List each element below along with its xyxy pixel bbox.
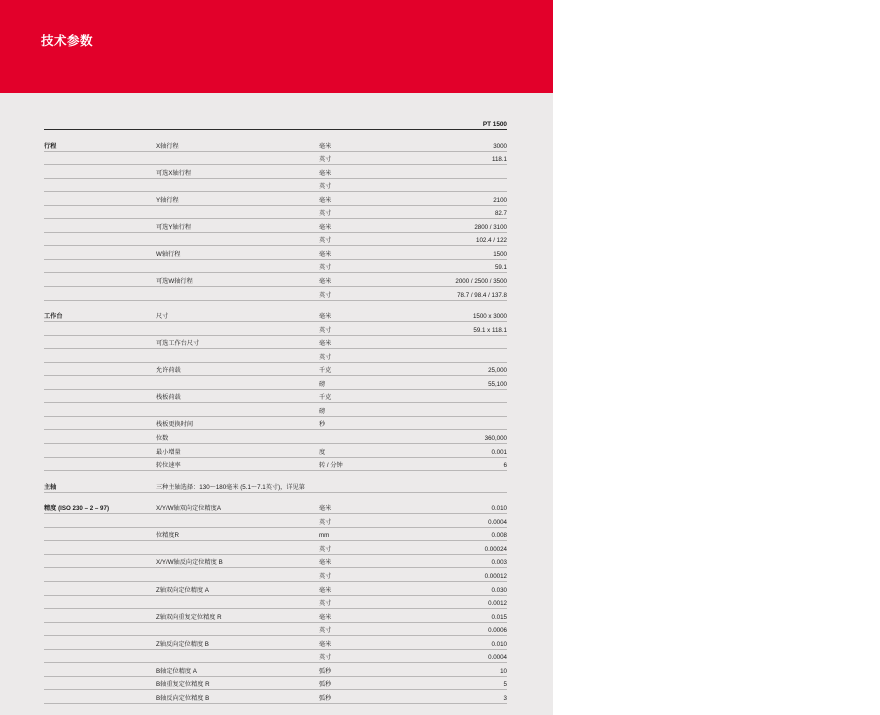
value-cell: PT 1500	[413, 115, 507, 130]
group-label	[44, 514, 156, 528]
value-cell	[413, 403, 507, 417]
unit-label: 英寸	[319, 205, 413, 219]
group-label: 主轴	[44, 479, 156, 492]
table-row	[44, 581, 507, 595]
value-cell: 1500	[413, 246, 507, 260]
parameter-label: B轴重复定位精度 R	[156, 676, 319, 690]
table-row	[44, 165, 507, 179]
parameter-label: X/Y/W轴反向定位精度 B	[156, 554, 319, 568]
table-row	[44, 663, 507, 677]
parameter-label	[156, 232, 319, 246]
value-cell: 0.001	[413, 444, 507, 458]
group-label	[44, 165, 156, 179]
parameter-label	[156, 403, 319, 417]
table-row	[44, 541, 507, 555]
table-row	[44, 622, 507, 636]
value-cell: 0.015	[413, 609, 507, 623]
group-label	[44, 416, 156, 430]
table-row	[44, 362, 507, 376]
parameter-label	[156, 568, 319, 582]
table-row	[44, 416, 507, 430]
unit-label: 磅	[319, 376, 413, 390]
unit-label: 转 / 分钟	[319, 457, 413, 471]
unit-label: 毫米	[319, 273, 413, 287]
group-label	[44, 376, 156, 390]
table-row	[44, 178, 507, 192]
table-header-row	[44, 115, 507, 130]
table-spacer-row	[44, 300, 507, 309]
table-row	[44, 444, 507, 458]
parameter-label	[156, 514, 319, 528]
unit-label: 毫米	[319, 309, 413, 322]
table-row	[44, 309, 507, 322]
unit-label: 秒	[319, 416, 413, 430]
parameter-label	[156, 287, 319, 301]
parameter-label: 可选Y轴行程	[156, 219, 319, 233]
group-label	[44, 362, 156, 376]
parameter-label: 栈板荷载	[156, 389, 319, 403]
parameter-label	[156, 205, 319, 219]
parameter-label	[156, 322, 319, 336]
parameter-label: 可选X轴行程	[156, 165, 319, 179]
group-label	[44, 273, 156, 287]
parameter-label: B轴反向定位精度 B	[156, 690, 319, 704]
value-cell: 0.00012	[413, 568, 507, 582]
table-spacer-row	[44, 130, 507, 139]
value-cell: 59.1 x 118.1	[413, 322, 507, 336]
parameter-label: Z轴反向定位精度 B	[156, 636, 319, 650]
group-label	[44, 178, 156, 192]
table-row	[44, 205, 507, 219]
value-cell	[413, 178, 507, 192]
value-cell: 0.0006	[413, 622, 507, 636]
value-cell: 0.010	[413, 501, 507, 514]
value-cell: 118.1	[413, 151, 507, 165]
table-row	[44, 649, 507, 663]
parameter-label	[156, 349, 319, 363]
table-row	[44, 322, 507, 336]
group-label	[44, 115, 156, 130]
value-cell	[413, 349, 507, 363]
table-row	[44, 609, 507, 623]
group-label	[44, 246, 156, 260]
group-label	[44, 568, 156, 582]
value-cell: 55,100	[413, 376, 507, 390]
unit-label: 英寸	[319, 568, 413, 582]
table-row	[44, 403, 507, 417]
value-cell: 0.0012	[413, 595, 507, 609]
unit-label: 毫米	[319, 219, 413, 233]
parameter-label	[156, 541, 319, 555]
group-label	[44, 649, 156, 663]
group-label	[44, 259, 156, 273]
table-row	[44, 138, 507, 151]
unit-label: 弧秒	[319, 663, 413, 677]
group-label	[44, 232, 156, 246]
group-label: 行程	[44, 138, 156, 151]
parameter-label: Y轴行程	[156, 192, 319, 206]
table-row	[44, 676, 507, 690]
table-row	[44, 335, 507, 349]
unit-label: 英寸	[319, 178, 413, 192]
table-row	[44, 192, 507, 206]
table-row	[44, 554, 507, 568]
unit-label: 磅	[319, 403, 413, 417]
table-row	[44, 514, 507, 528]
table-row	[44, 151, 507, 165]
value-cell: 6	[413, 457, 507, 471]
page-title: 技术参数	[41, 34, 94, 48]
group-label	[44, 389, 156, 403]
value-cell: 0.003	[413, 554, 507, 568]
parameter-label: Z轴双向重复定位精度 R	[156, 609, 319, 623]
spacer-cell	[44, 130, 507, 139]
value-cell: 2000 / 2500 / 3500	[413, 273, 507, 287]
value-cell: 0.0004	[413, 514, 507, 528]
group-label	[44, 403, 156, 417]
value-cell: 2800 / 3100	[413, 219, 507, 233]
group-label	[44, 335, 156, 349]
parameter-label: 转位速率	[156, 457, 319, 471]
parameter-label: 位精度R	[156, 527, 319, 541]
value-cell: 0.030	[413, 581, 507, 595]
group-label	[44, 430, 156, 444]
parameter-label: 栈板更换时间	[156, 416, 319, 430]
group-label	[44, 205, 156, 219]
unit-label: 毫米	[319, 335, 413, 349]
value-cell: 3000	[413, 138, 507, 151]
parameter-label	[156, 622, 319, 636]
group-label	[44, 663, 156, 677]
parameter-label	[156, 151, 319, 165]
group-label	[44, 690, 156, 704]
unit-label: 毫米	[319, 246, 413, 260]
group-label	[44, 219, 156, 233]
parameter-label: 可选W轴行程	[156, 273, 319, 287]
group-label	[44, 287, 156, 301]
table-row	[44, 595, 507, 609]
group-label	[44, 554, 156, 568]
specifications-table	[44, 115, 507, 704]
parameter-label	[156, 649, 319, 663]
unit-label: 毫米	[319, 581, 413, 595]
group-label	[44, 676, 156, 690]
spec-content	[0, 93, 553, 715]
unit-label: 毫米	[319, 192, 413, 206]
unit-label: 英寸	[319, 322, 413, 336]
table-row	[44, 636, 507, 650]
unit-label: 弧秒	[319, 690, 413, 704]
parameter-label: 最小增量	[156, 444, 319, 458]
unit-label: 毫米	[319, 554, 413, 568]
group-label	[44, 541, 156, 555]
table-spacer-row	[44, 471, 507, 480]
unit-label: 英寸	[319, 349, 413, 363]
unit-label: 英寸	[319, 232, 413, 246]
value-cell	[413, 335, 507, 349]
table-row	[44, 527, 507, 541]
group-label	[44, 192, 156, 206]
unit-label: 千克	[319, 362, 413, 376]
unit-label: 英寸	[319, 259, 413, 273]
parameter-label	[156, 115, 319, 130]
value-cell: 0.00024	[413, 541, 507, 555]
table-row	[44, 479, 507, 492]
table-row	[44, 273, 507, 287]
unit-label: 英寸	[319, 151, 413, 165]
header-band	[0, 0, 553, 93]
unit-label: 毫米	[319, 165, 413, 179]
unit-label: 毫米	[319, 609, 413, 623]
parameter-label	[156, 376, 319, 390]
parameter-label: 位数	[156, 430, 319, 444]
parameter-label: X轴行程	[156, 138, 319, 151]
note-text: 三种主轴选择：130～180毫米 (5.1～7.1英寸)，详见第	[156, 479, 507, 492]
table-row	[44, 349, 507, 363]
group-label: 精度 (ISO 230 – 2 – 97)	[44, 501, 156, 514]
table-row	[44, 219, 507, 233]
table-row	[44, 246, 507, 260]
table-row	[44, 232, 507, 246]
parameter-label	[156, 259, 319, 273]
unit-label: mm	[319, 527, 413, 541]
parameter-label: 可选工作台尺寸	[156, 335, 319, 349]
parameter-label: W轴行程	[156, 246, 319, 260]
table-row	[44, 457, 507, 471]
unit-label: 英寸	[319, 595, 413, 609]
unit-label: 英寸	[319, 649, 413, 663]
value-cell: 82.7	[413, 205, 507, 219]
group-label	[44, 527, 156, 541]
unit-label: 弧秒	[319, 676, 413, 690]
group-label	[44, 595, 156, 609]
table-row	[44, 430, 507, 444]
unit-label: 英寸	[319, 287, 413, 301]
group-label	[44, 622, 156, 636]
group-label	[44, 581, 156, 595]
group-label	[44, 444, 156, 458]
spacer-cell	[44, 471, 507, 480]
table-row	[44, 376, 507, 390]
group-label	[44, 151, 156, 165]
group-label	[44, 636, 156, 650]
value-cell	[413, 416, 507, 430]
table-row	[44, 690, 507, 704]
value-cell: 3	[413, 690, 507, 704]
unit-label: 千克	[319, 389, 413, 403]
value-cell: 2100	[413, 192, 507, 206]
table-row	[44, 568, 507, 582]
table-row	[44, 501, 507, 514]
value-cell: 78.7 / 98.4 / 137.8	[413, 287, 507, 301]
value-cell: 59.1	[413, 259, 507, 273]
value-cell: 0.008	[413, 527, 507, 541]
parameter-label	[156, 178, 319, 192]
unit-label: 毫米	[319, 501, 413, 514]
table-row	[44, 259, 507, 273]
parameter-label	[156, 595, 319, 609]
spacer-cell	[44, 300, 507, 309]
table-spacer-row	[44, 492, 507, 501]
unit-label	[319, 430, 413, 444]
unit-label: 英寸	[319, 541, 413, 555]
parameter-label: B轴定位精度 A	[156, 663, 319, 677]
unit-label: 英寸	[319, 622, 413, 636]
value-cell	[413, 389, 507, 403]
parameter-label: Z轴双向定位精度 A	[156, 581, 319, 595]
table-row	[44, 287, 507, 301]
value-cell: 1500 x 3000	[413, 309, 507, 322]
unit-label: 度	[319, 444, 413, 458]
value-cell: 10	[413, 663, 507, 677]
value-cell	[413, 165, 507, 179]
group-label: 工作台	[44, 309, 156, 322]
value-cell: 5	[413, 676, 507, 690]
parameter-label: 允许荷载	[156, 362, 319, 376]
table-row	[44, 389, 507, 403]
parameter-label: X/Y/W轴双向定位精度A	[156, 501, 319, 514]
group-label	[44, 609, 156, 623]
value-cell: 0.010	[413, 636, 507, 650]
group-label	[44, 457, 156, 471]
unit-label	[319, 115, 413, 130]
value-cell: 102.4 / 122	[413, 232, 507, 246]
unit-label: 毫米	[319, 636, 413, 650]
value-cell: 0.0004	[413, 649, 507, 663]
value-cell: 360,000	[413, 430, 507, 444]
group-label	[44, 322, 156, 336]
unit-label: 毫米	[319, 138, 413, 151]
parameter-label: 尺寸	[156, 309, 319, 322]
spacer-cell	[44, 492, 507, 501]
unit-label: 英寸	[319, 514, 413, 528]
value-cell: 25,000	[413, 362, 507, 376]
group-label	[44, 349, 156, 363]
